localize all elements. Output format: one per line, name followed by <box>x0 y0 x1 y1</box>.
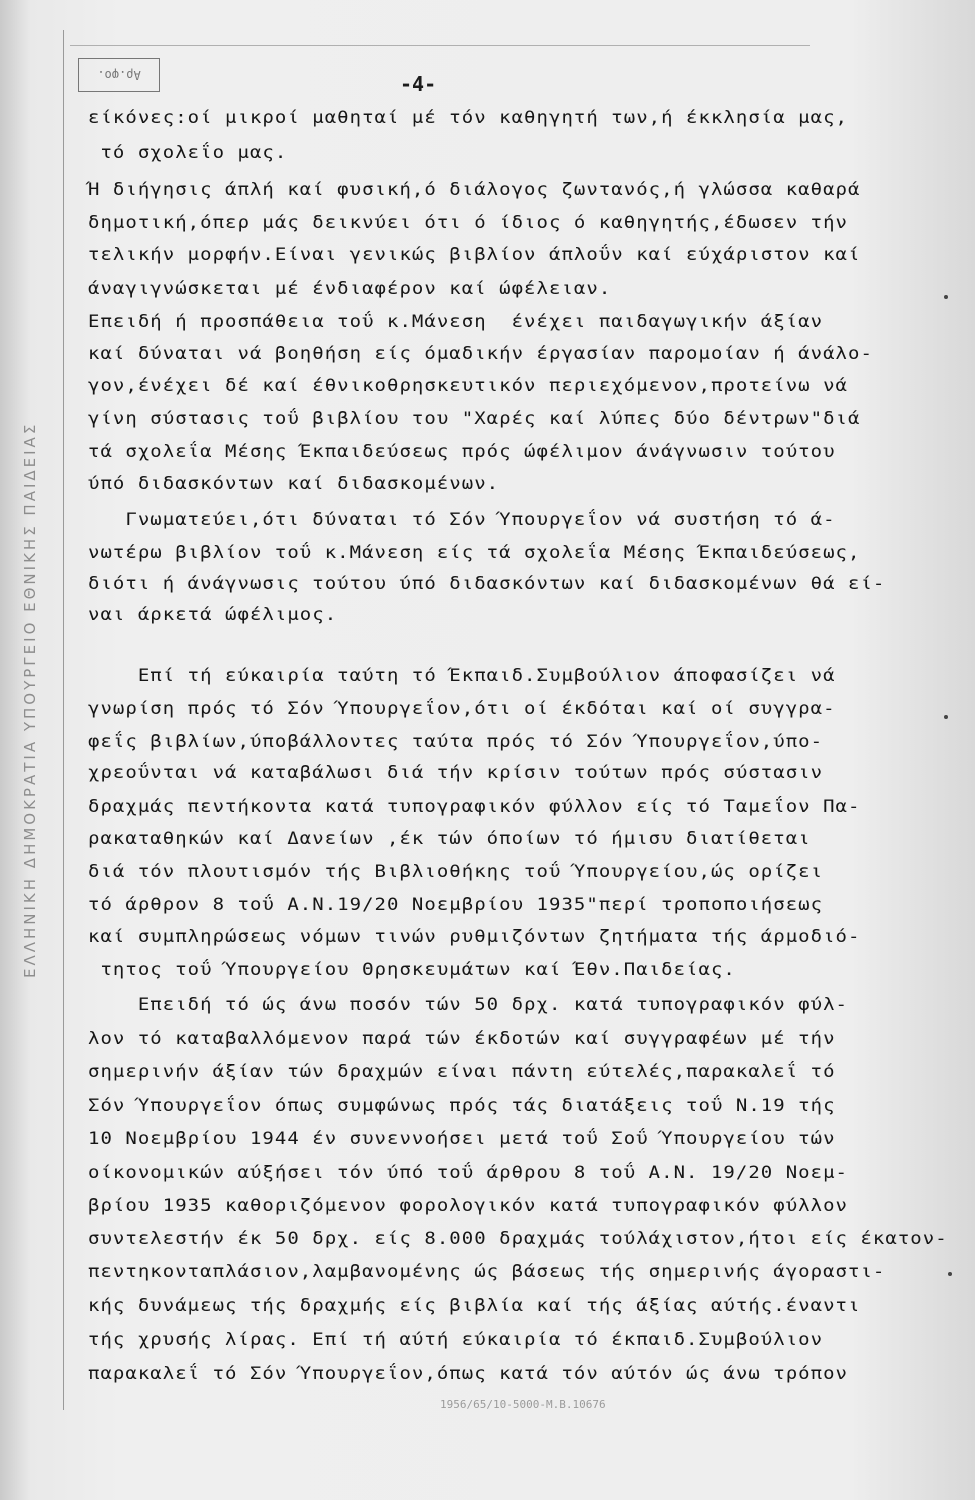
text-line: καί συμπληρώσεως νόμων τινών ρυθμιζόντων ζητήματα τής άρμοδιό- <box>88 927 861 946</box>
text-line: οίκονομικών αύξήσει τόν ύπό τοΰ άρθρου 8 τοΰ Α.Ν. 19/20 Νοεμ- <box>88 1163 849 1182</box>
text-line: παρακαλεΐ τό Σόν Ύπουργεΐον,όπως κατά τόν αύτόν ώς άνω τρόπον <box>88 1364 849 1383</box>
text-line: λον τό καταβαλλόμενον παρά τών έκδοτών καί συγγραφέων μέ τήν <box>88 1029 836 1048</box>
text-line: ύπό διδασκόντων καί διδασκομένων. <box>88 474 500 493</box>
archive-stamp: Αρ.φο. <box>78 58 160 92</box>
text-line: τής χρυσής λίρας. Επί τή αύτή εύκαιρία τό έκπαιδ.Συμβούλιον <box>88 1330 824 1349</box>
text-line: βρίου 1935 καθοριζόμενον φορολογικόν κατά τυπογραφικόν φύλλον <box>88 1196 849 1215</box>
text-line: ρακαταθηκών καί Δανείων ,έκ τών όποίων τό ήμισυ διατίθεται <box>88 829 811 848</box>
text-line: τητος τοΰ Ύπουργείου Θρησκευμάτων καί Έθν.Παιδείας. <box>88 960 736 979</box>
text-line: Επειδή ή προσπάθεια τοΰ κ.Μάνεση ένέχει παιδαγωγικήν άξίαν <box>88 312 824 331</box>
side-stamp: ΕΛΛΗΝΙΚΗ ΔΗΜΟΚΡΑΤΙΑ ΥΠΟΥΡΓΕΙΟ ΕΘΝΙΚΗΣ ΠΑΙΔΕΙΑΣ <box>21 421 39 979</box>
text-line: φεΐς βιβλίων,ύποβάλλοντες ταύτα πρός τό Σόν Ύπουργεΐον,ύπο- <box>88 732 824 751</box>
margin-line <box>63 30 64 1410</box>
text-line: τελικήν μορφήν.Είναι γενικώς βιβλίον άπλοΰν καί εύχάριστον καί <box>88 245 861 264</box>
text-line: γνωρίση πρός τό Σόν Ύπουργεΐον,ότι οί έκδόται καί οί συγγρα- <box>88 699 836 718</box>
text-line: τό σχολεΐο μας. <box>88 143 288 162</box>
text-line: χρεοΰνται νά καταβάλωσι διά τήν κρίσιν τούτων πρός σύστασιν <box>88 763 824 782</box>
punch-mark <box>948 1272 952 1276</box>
text-line: 10 Νοεμβρίου 1944 έν συνεννοήσει μετά τοΰ Σοΰ Ύπουργείου τών <box>88 1129 836 1148</box>
text-line: δραχμάς πεντήκοντα κατά τυπογραφικόν φύλλον είς τό Ταμεΐον Πα- <box>88 797 861 816</box>
text-line: γον,ένέχει δέ καί έθνικοθρησκευτικόν περιεχόμενον,προτείνω νά <box>88 376 849 395</box>
text-line: τά σχολεΐα Μέσης Έκπαιδεύσεως πρός ώφέλιμον άνάγνωσιν τούτου <box>88 442 836 461</box>
punch-mark <box>944 295 948 299</box>
text-line: Γνωματεύει,ότι δύναται τό Σόν Ύπουργεΐον νά συστήση τό ά- <box>88 510 836 529</box>
text-line: κής δυνάμεως τής δραχμής είς βιβλία καί τής άξίας αύτής.έναντι <box>88 1296 861 1315</box>
top-rule <box>70 45 810 46</box>
text-line: διά τόν πλουτισμόν τής Βιβλιοθήκης τοΰ Ύπουργείου,ώς ορίζει <box>88 862 824 881</box>
text-line: είκόνες:οί μικροί μαθηταί μέ τόν καθηγητή των,ή έκκλησία μας, <box>88 108 849 127</box>
text-line: άναγιγνώσκεται μέ ένδιαφέρον καί ώφέλειαν. <box>88 279 612 298</box>
bottom-stamp: 1956/65/10-5000-Μ.Β.10676 <box>440 1398 606 1411</box>
text-line: διότι ή άνάγνωσις τούτου ύπό διδασκόντων καί διδασκομένων θά εί- <box>88 574 886 593</box>
text-line: καί δύναται νά βοηθήση είς όμαδικήν έργασίαν παρομοίαν ή άνάλο- <box>88 344 873 363</box>
text-line: συντελεστήν έκ 50 δρχ. είς 8.000 δραχμάς τούλάχιστον,ήτοι είς έκατον- <box>88 1229 948 1248</box>
page-number: -4- <box>400 72 437 96</box>
text-line: νωτέρω βιβλίον τοΰ κ.Μάνεση είς τά σχολεΐα Μέσης Έκπαιδεύσεως, <box>88 543 861 562</box>
punch-mark <box>944 715 948 719</box>
text-line: Ή διήγησις άπλή καί φυσική,ό διάλογος ζωντανός,ή γλώσσα καθαρά <box>88 180 861 199</box>
text-line: Επί τή εύκαιρία ταύτη τό Έκπαιδ.Συμβούλιον άποφασίζει νά <box>88 666 836 685</box>
text-line: γίνη σύστασις τοΰ βιβλίου του "Χαρές καί λύπες δύο δέντρων"διά <box>88 409 861 428</box>
text-line: πεντηκονταπλάσιον,λαμβανομένης ώς βάσεως τής σημερινής άγοραστι- <box>88 1262 886 1281</box>
text-line: Σόν Ύπουργεΐον όπως συμφώνως πρός τάς διατάξεις τοΰ Ν.19 τής <box>88 1096 836 1115</box>
text-line: σημερινήν άξίαν τών δραχμών είναι πάντη εύτελές,παρακαλεΐ τό <box>88 1062 836 1081</box>
text-line: δημοτική,όπερ μάς δεικνύει ότι ό ίδιος ό καθηγητής,έδωσεν τήν <box>88 213 849 232</box>
text-line: τό άρθρον 8 τοΰ Α.Ν.19/20 Νοεμβρίου 1935"περί τροποποιήσεως <box>88 895 824 914</box>
text-line: ναι άρκετά ώφέλιμος. <box>88 605 338 624</box>
text-line: Επειδή τό ώς άνω ποσόν τών 50 δρχ. κατά τυπογραφικόν φύλ- <box>88 995 849 1014</box>
